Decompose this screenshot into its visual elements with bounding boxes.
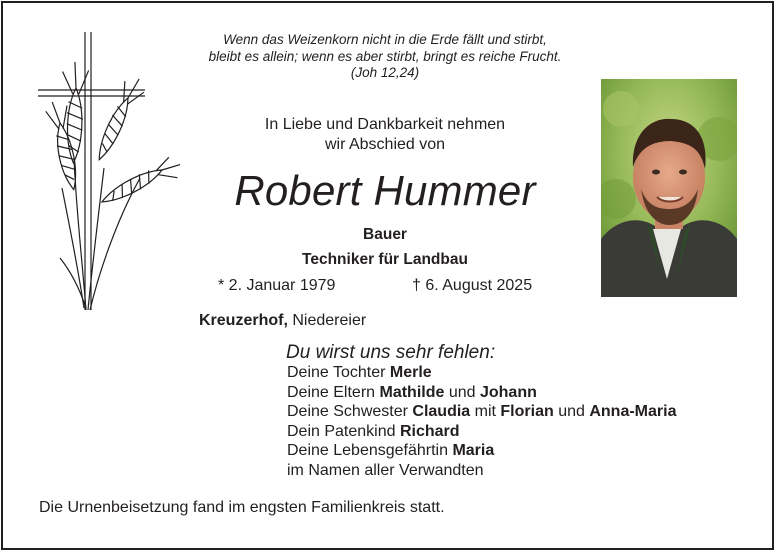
farm-name: Kreuzerhof,: [199, 312, 288, 329]
mourner-line: Deine Lebensgefährtin Maria: [287, 442, 495, 459]
occupation-1: Bauer: [363, 226, 407, 243]
mourner-line: Deine Eltern Mathilde und Johann: [287, 383, 537, 401]
verse-reference: (Joh 12,24): [350, 65, 420, 80]
intro-line-1: In Liebe und Dankbarkeit nehmen: [264, 116, 506, 133]
deceased-name: Robert Hummer: [234, 167, 536, 214]
occupation-2: Techniker für Landbau: [302, 251, 468, 268]
farewell-intro: [200, 115, 570, 155]
mourners-list: [287, 363, 676, 480]
death-date: † 6. August 2025: [412, 277, 533, 294]
burial-note: Die Urnenbeisetzung fand im engsten Familienkreis statt.: [39, 499, 445, 516]
mourner-line: Deine Schwester Claudia mit Florian und Anna-Maria: [287, 403, 677, 420]
village-name: Niedereier: [292, 312, 367, 329]
mourners-heading: Du wirst uns sehr fehlen:: [286, 342, 496, 363]
mourner-line: Deine Tochter Merle: [287, 364, 432, 381]
portrait-photo: [601, 79, 737, 297]
residence: [199, 311, 366, 331]
mourner-line: im Namen aller Verwandten: [287, 461, 484, 479]
mourner-line: Dein Patenkind Richard: [287, 422, 460, 440]
intro-line-2: wir Abschied von: [324, 136, 446, 153]
bible-verse: [150, 32, 620, 82]
birth-date: * 2. Januar 1979: [218, 277, 336, 294]
verse-line-1: Wenn das Weizenkorn nicht in die Erde fällt und stirbt,: [223, 32, 547, 47]
verse-line-2: bleibt es allein; wenn es aber stirbt, bringt es reiche Frucht.: [208, 48, 562, 64]
